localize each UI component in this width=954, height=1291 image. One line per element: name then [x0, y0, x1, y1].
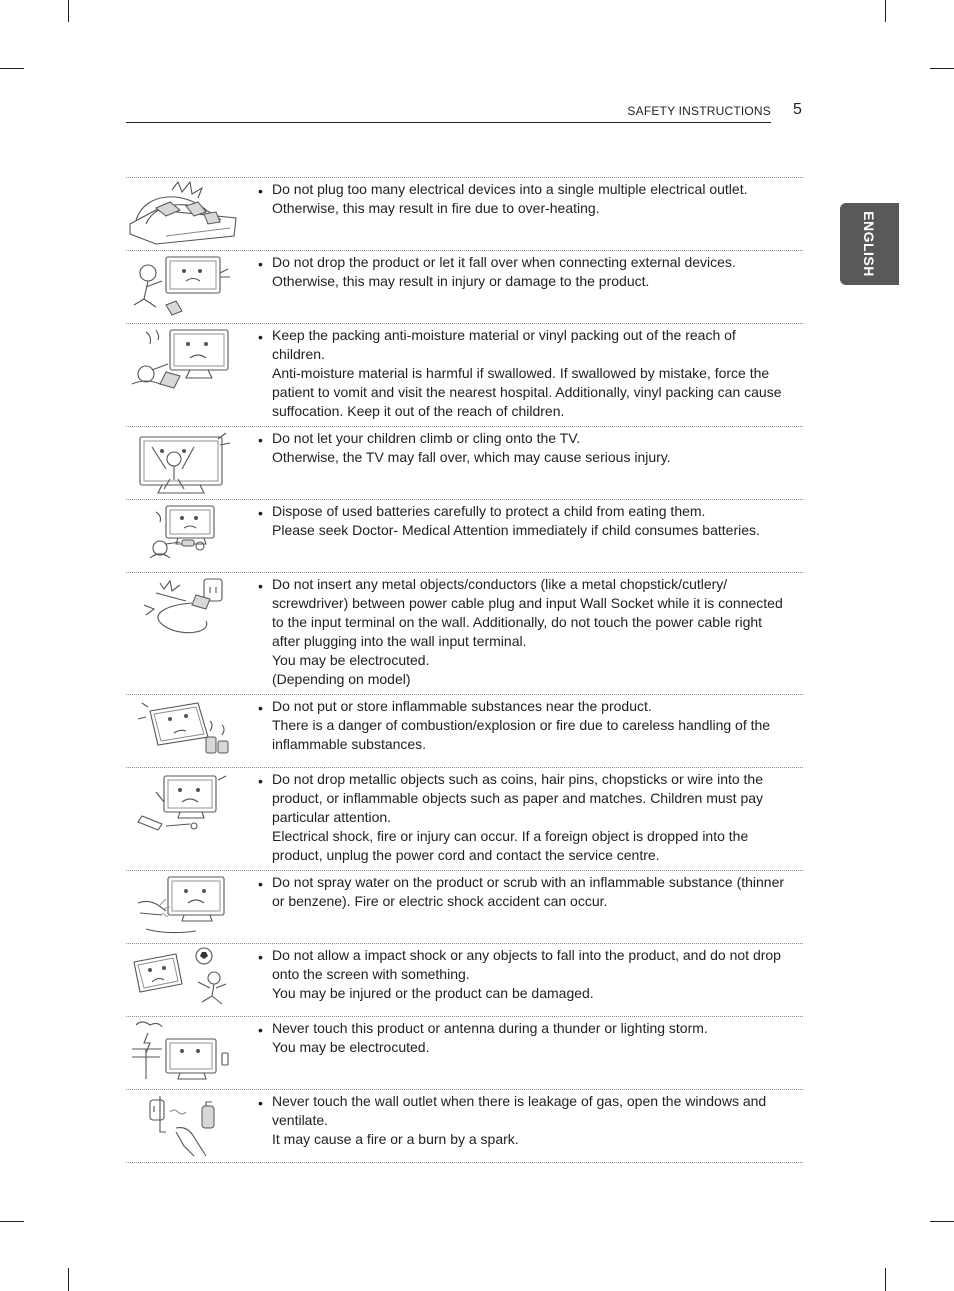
list-item	[126, 768, 803, 871]
instruction-text: Do not insert any metal objects/conductors (like a metal chopstick/cutlery/ screwdriver) between power cable plug and input Wall Socket while it is connected to the input terminal on the wall. Additionally, do not touch the power cable right after plugging into the wall input terminal. You may be electrocuted. (Depending on model)	[272, 576, 783, 687]
crop-mark	[0, 1221, 24, 1222]
list-item	[126, 695, 803, 768]
page-number: 5	[793, 101, 802, 118]
list-item	[126, 251, 803, 324]
list-item	[126, 178, 803, 251]
bullet-icon: •	[258, 1095, 263, 1111]
instruction-text: Never touch this product or antenna during a thunder or lighting storm. You may be electrocuted.	[272, 1020, 708, 1055]
list-item	[126, 1017, 803, 1090]
list-item	[126, 1090, 803, 1163]
language-tab-label: ENGLISH	[861, 211, 877, 277]
falling-tv-child-illustration	[126, 253, 238, 321]
list-item	[126, 500, 803, 573]
crop-mark	[0, 68, 24, 69]
child-battery-illustration	[126, 502, 238, 570]
bullet-icon: •	[258, 256, 263, 272]
inflammable-substance-illustration	[126, 697, 238, 765]
header-rule	[126, 122, 771, 123]
list-item	[126, 324, 803, 427]
bullet-icon: •	[258, 432, 263, 448]
list-item	[126, 944, 803, 1017]
crop-mark	[885, 0, 886, 22]
instruction-text: Dispose of used batteries carefully to protect a child from eating them. Please seek Doctor- Medical Attention immediately if child consumes batteries.	[272, 503, 760, 538]
bullet-icon: •	[258, 700, 263, 716]
instruction-text: Do not drop metallic objects such as coins, hair pins, chopsticks or wire into the product, or inflammable objects such as paper and matches. Children must pay particular attention. Electrical shock, fire or injury can occur. If a foreign object is dropped into the product, unplug the power cord and contact the service centre.	[272, 771, 764, 863]
instruction-text: Do not let your children climb or cling onto the TV. Otherwise, the TV may fall over, which may cause serious injury.	[272, 430, 671, 465]
instruction-text: Do not allow a impact shock or any objects to fall into the product, and do not drop onto the screen with something. You may be injured or the product can be damaged.	[272, 947, 781, 1001]
safety-instruction-list	[126, 177, 803, 1163]
section-title: SAFETY INSTRUCTIONS	[627, 104, 771, 118]
instruction-text: Do not plug too many electrical devices into a single multiple electrical outlet. Otherwise, this may result in fire due to over-heating.	[272, 181, 748, 216]
crop-mark	[68, 1268, 69, 1291]
bullet-icon: •	[258, 329, 263, 345]
metal-object-socket-illustration	[126, 575, 238, 643]
bullet-icon: •	[258, 773, 263, 789]
crop-mark	[930, 1221, 954, 1222]
list-item	[126, 871, 803, 944]
instruction-text: Do not spray water on the product or scrub with an inflammable substance (thinner or benzene). Fire or electric shock accident can occur.	[272, 874, 785, 909]
gas-leak-outlet-illustration	[126, 1092, 238, 1160]
thunderstorm-tv-illustration	[126, 1019, 238, 1087]
impact-ball-illustration	[126, 946, 238, 1014]
language-tab	[840, 203, 899, 285]
bullet-icon: •	[258, 505, 263, 521]
child-packing-material-illustration	[126, 326, 238, 394]
bullet-icon: •	[258, 578, 263, 594]
overloaded-outlet-illustration	[126, 180, 238, 248]
instruction-text: Keep the packing anti-moisture material or vinyl packing out of the reach of children. Anti-moisture material is harmful if swallowed. If swallowed by mistake, force the patient to vomit and visit the nearest hospital. Additionally, vinyl packing can cause suffocation. Keep it out of the reach of children.	[272, 327, 782, 419]
list-item	[126, 427, 803, 500]
list-item	[126, 573, 803, 695]
bullet-icon: •	[258, 1022, 263, 1038]
crop-mark	[68, 0, 69, 22]
bullet-icon: •	[258, 949, 263, 965]
bullet-icon: •	[258, 183, 263, 199]
metallic-objects-tv-illustration	[126, 770, 238, 838]
spray-water-illustration	[126, 873, 238, 941]
crop-mark	[885, 1268, 886, 1291]
crop-mark	[930, 68, 954, 69]
bullet-icon: •	[258, 876, 263, 892]
instruction-text: Never touch the wall outlet when there is leakage of gas, open the windows and ventilate. It may cause a fire or a burn by a spark.	[272, 1093, 767, 1147]
child-climbing-tv-illustration	[126, 429, 238, 497]
instruction-text: Do not put or store inflammable substances near the product. There is a danger of combustion/explosion or fire due to careless handling of the inflammable substances.	[272, 698, 771, 752]
instruction-text: Do not drop the product or let it fall over when connecting external devices. Otherwise, this may result in injury or damage to the product.	[272, 254, 736, 289]
